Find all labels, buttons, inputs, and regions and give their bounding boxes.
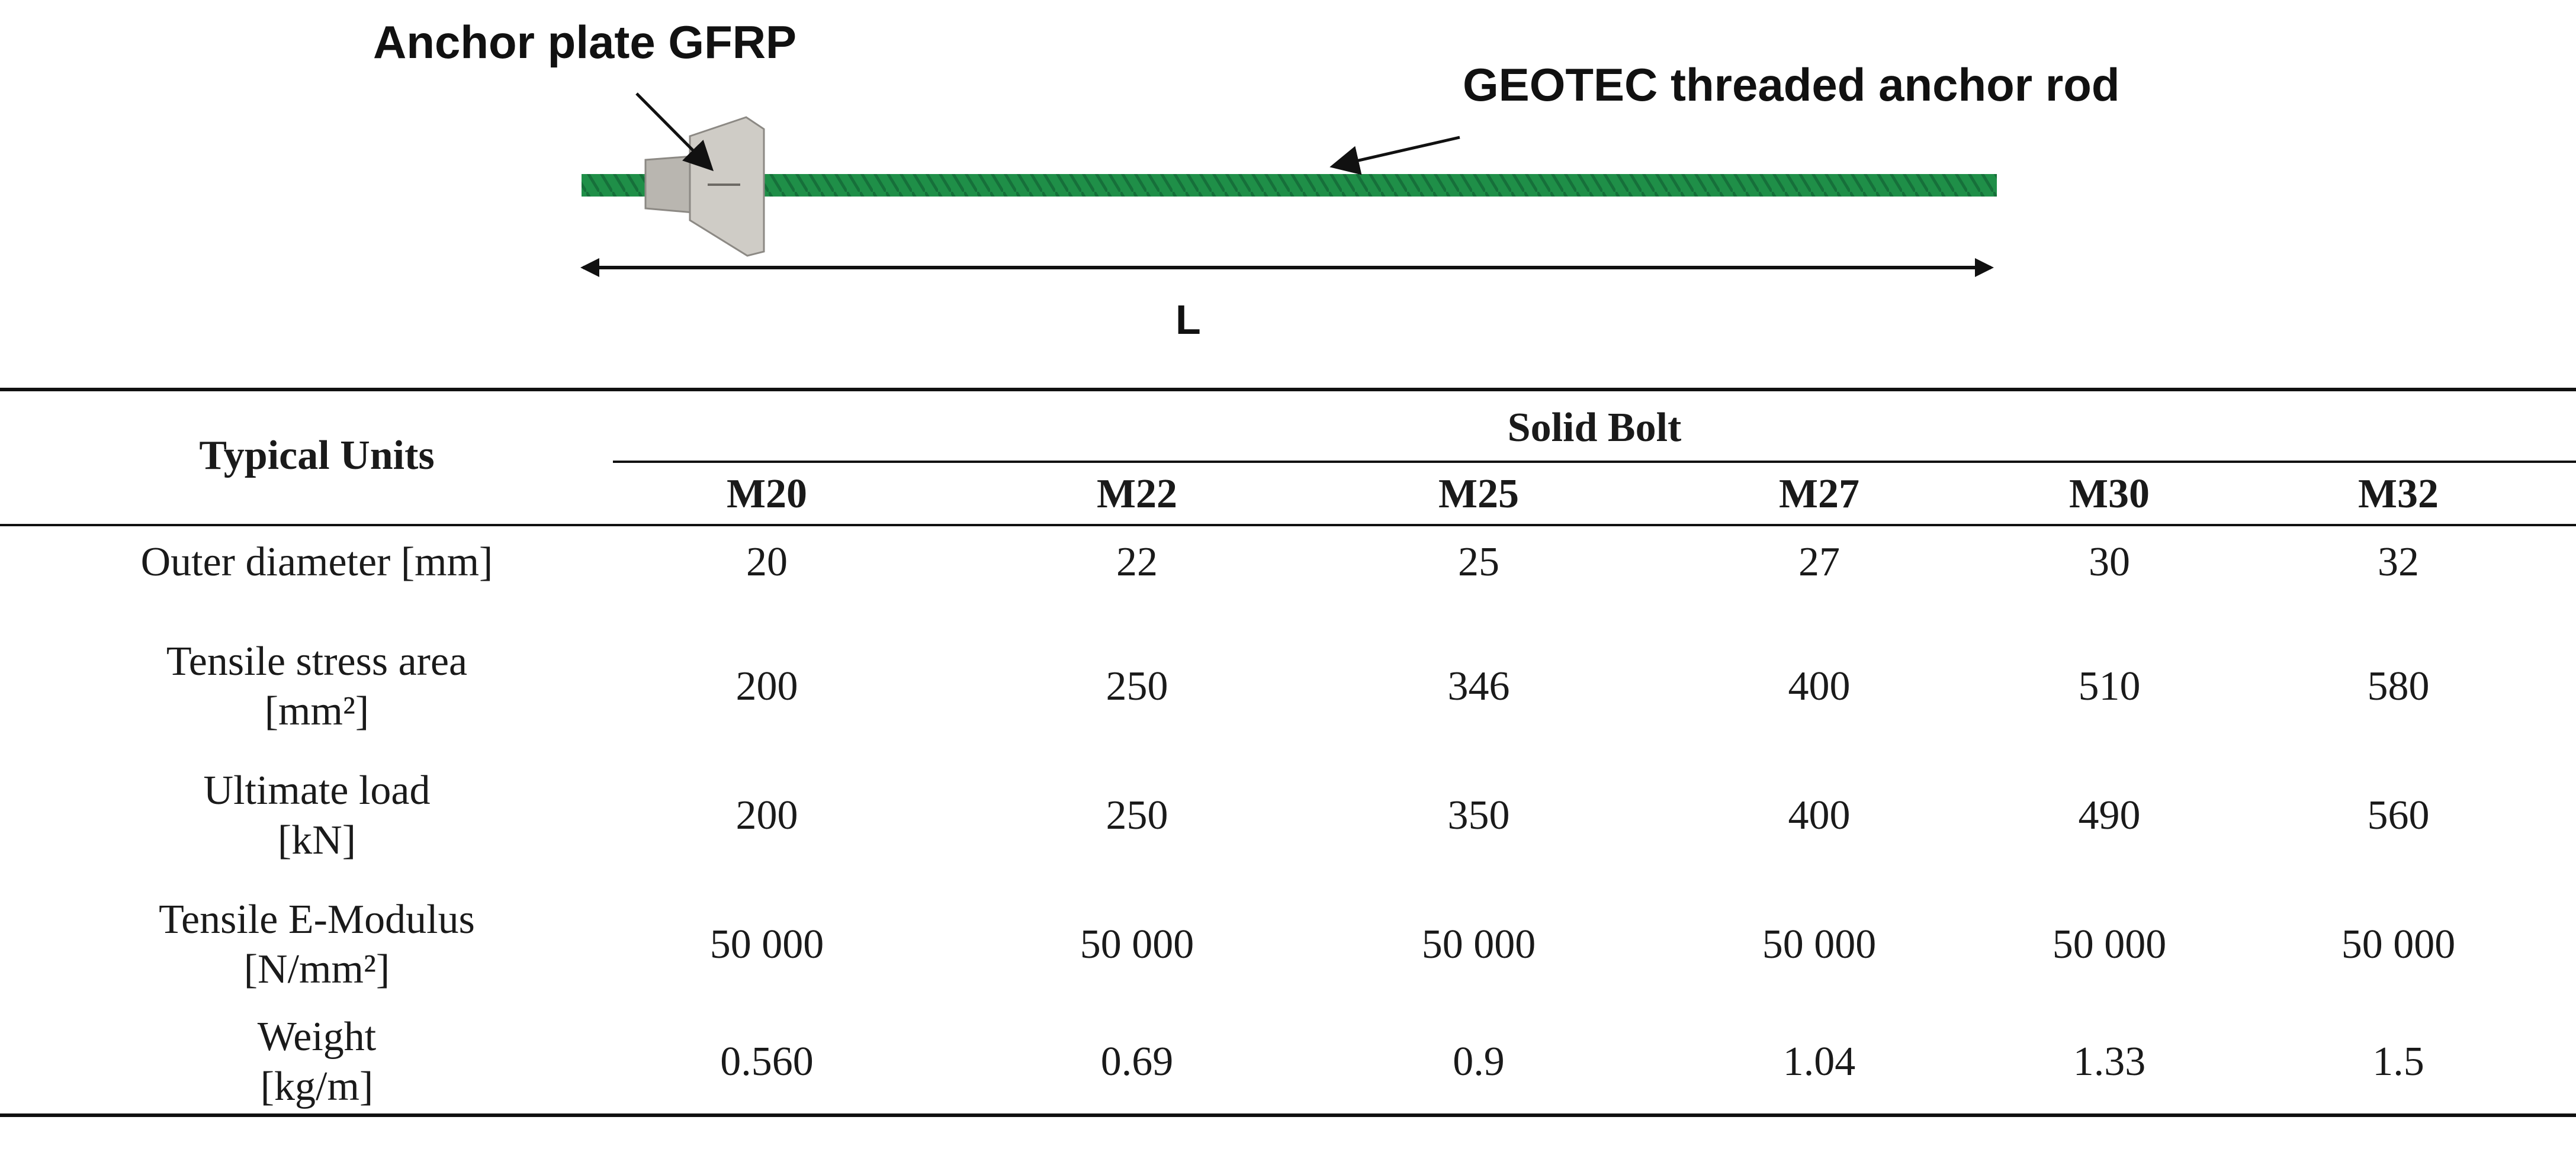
table-cell: 25 [1458,539,1499,585]
rod-label: GEOTEC threaded anchor rod [1463,59,2120,111]
row-label [77,625,557,749]
anchor-rod-diagram [0,0,2576,379]
table-cell: 0.560 [720,1039,814,1084]
table-cell: 400 [1788,793,1851,838]
header-bottom-rule [0,524,2576,526]
row-label-line: Tensile stress area [166,639,468,684]
table-cell: 27 [1798,539,1840,585]
column-header: M20 [726,471,808,517]
row-label [77,1012,557,1112]
table-cell: 50 000 [709,922,824,967]
table-cell: 0.69 [1100,1039,1174,1084]
anchor-plate [645,117,764,256]
row-label-line: [N/mm²] [243,947,390,992]
table-cell: 50 000 [1080,922,1194,967]
table-cell: 1.5 [2372,1039,2424,1084]
table-cell: 50 000 [2341,922,2456,967]
length-arrow-left [580,258,599,277]
table-cell: 50 000 [1421,922,1536,967]
table-cell: 510 [2078,664,2141,709]
length-arrow-right [1975,258,1994,277]
rod-leader-arrow [1335,137,1460,166]
table-cell: 22 [1116,539,1158,585]
column-header: M32 [2357,471,2439,517]
row-label [77,530,557,595]
table-cell: 50 000 [1762,922,1877,967]
table-cell: 32 [2378,539,2419,585]
row-label-line: [mm²] [264,688,370,734]
row-label [77,883,557,1007]
column-header: M22 [1096,471,1178,517]
table-cell: 560 [2367,793,2430,838]
table-cell: 30 [2089,539,2130,585]
plate-leader-arrow [637,94,709,167]
anchor-plate-label: Anchor plate GFRP [373,16,797,68]
group-header-rule [613,461,2576,463]
corner-header: Typical Units [199,433,435,478]
table-cell: 50 000 [2052,922,2167,967]
table-cell: 350 [1447,793,1510,838]
table-cell: 250 [1106,793,1168,838]
table-cell: 0.9 [1453,1039,1505,1084]
row-label [77,754,557,878]
threaded-rod [582,174,1997,197]
table-cell: 200 [735,664,798,709]
length-label: L [1175,297,1201,343]
table-cell: 250 [1106,664,1168,709]
table-bottom-rule [0,1113,2576,1117]
table-cell: 200 [735,793,798,838]
table-cell: 20 [746,539,788,585]
row-label-line: Tensile E-Modulus [159,897,475,942]
row-label-line: [kN] [277,818,356,863]
row-label-line: Outer diameter [mm] [140,539,493,585]
table-cell: 400 [1788,664,1851,709]
column-header: M30 [2068,471,2150,517]
table-cell: 580 [2367,664,2430,709]
row-label-line: Weight [257,1014,377,1060]
table-cell: 346 [1447,664,1510,709]
table-cell: 490 [2078,793,2141,838]
specification-table [0,388,2576,1128]
table-cell: 1.04 [1782,1039,1856,1084]
group-header: Solid Bolt [1507,405,1682,450]
column-header: M25 [1438,471,1520,517]
row-label-line: [kg/m] [260,1064,374,1109]
column-header: M27 [1778,471,1860,517]
table-cell: 1.33 [2073,1039,2146,1084]
row-label-line: Ultimate load [203,768,431,813]
